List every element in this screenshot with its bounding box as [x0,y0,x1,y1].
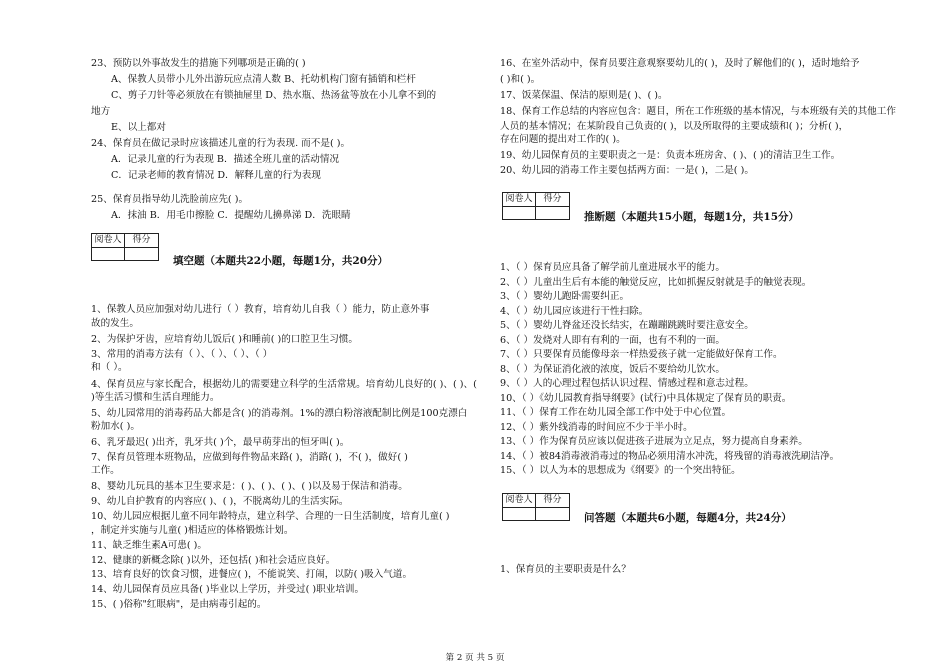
question-line: 3、常用的消毒方法有（ ）、（ ）、（ ）、（ ） [91,349,273,360]
score-box [502,493,570,521]
question-line: 20、幼儿园的消毒工作主要包括两方面：一是( )，二是( )。 [500,165,754,176]
question-line: ( )和( )。 [500,74,541,85]
question-line: 6、乳牙最迟( )出齐，乳牙共( )个，最早萌芽出的恒牙叫( )。 [91,437,350,448]
question-line: 4、（ ）幼儿园应该进行干性扫除。 [500,306,649,317]
question-line: 11、缺乏维生素A可患( )。 [91,540,208,551]
question-line: )等生活习惯和生活自理能力。 [91,392,220,403]
option-line: 地方 [91,106,111,117]
question-line: 2、（ ）儿童出生后有本能的触觉反应，比如抓握反射就是手的触觉表现。 [500,277,812,288]
question-line: 1、保教人员应加强对幼儿进行（ ）教育，培育幼儿自我（ ）能力，防止意外事 [91,304,430,315]
page-footer: 第 2 页 共 5 页 [445,653,505,663]
question-line: 1、（ ）保育员应具备了解学前儿童进展水平的能力。 [500,262,726,273]
question-line: 5、（ ）婴幼儿脊盆还没长结实，在蹦蹦跳跳时要注意安全。 [500,320,754,331]
option-line: A、保教人员带小儿外出游玩应点清人数 B、托幼机构门窗有插销和栏杆 [111,74,416,85]
question-line: 18、保育工作总结的内容应包含：题目，所在工作班级的基本情况，与本班级有关的其他工作 [500,106,896,117]
question-line: 7、（ ）只要保育员能像母亲一样热爱孩子就一定能做好保育工作。 [500,349,783,360]
question-line: 11、（ ）保育工作在幼儿园全部工作中处于中心位置。 [500,407,732,418]
reviewer-label: 阅卷人 [94,235,122,245]
question-line: 粉加水( )。 [91,421,140,432]
score-box [502,192,570,220]
question-line: 13、培育良好的饮食习惯，进餐应( )，不能说笑、打闹，以防( )吸入气道。 [91,569,413,580]
question-line: 1、保育员的主要职责是什么？ [500,564,631,575]
score-label: 得分 [543,194,562,204]
question-line: 工作。 [91,465,120,476]
question-line: 8、（ ）为保证消化液的浓度，饭后不要给幼儿饮水。 [500,364,726,375]
option-line: A．抹油 B．用毛巾擦脸 C．提醒幼儿擤鼻涕 D．洗眼睛 [111,210,351,221]
option-line: C．记录老师的教育情况 D．解释儿童的行为表现 [111,170,321,181]
question-line: 25、保育员指导幼儿洗脸前应先( )。 [91,194,249,205]
question-line: 故的发生。 [91,318,139,329]
question-line: 16、在室外活动中，保育员要注意观察要幼儿的( )，及时了解他们的( )，适时地给予 [500,58,860,69]
option-line: C、剪子刀针等必须放在有锁抽屉里 D、热水瓶、热汤盆等放在小儿拿不到的 [111,90,437,101]
score-label: 得分 [543,495,562,505]
question-line: ，制定并实施与儿童( )相适应的体格锻炼计划。 [91,525,294,536]
question-line: 8、婴幼儿玩具的基本卫生要求是：( )、( )、( )、( )以及易于保洁和消毒。 [91,481,408,492]
question-line: 人员的基本情况；在某阶段自己负责的( )，以及所取得的主要成绩和( )；分析( )， [500,121,849,132]
question-line: 24、保育员在做记录时应该描述儿童的行为表现. 而不是( )。 [91,138,351,149]
question-line: 19、幼儿园保育员的主要职责之一是：负责本班房舍、( )、( )的清洁卫生工作。 [500,150,841,161]
question-line: 6、（ ）发烧对人即有有利的一面，也有不利的一面。 [500,335,726,346]
score-box [91,233,159,261]
question-line: 5、幼儿园常用的消毒药品大都是含( )的消毒剂。1%的漂白粉溶液配制比例是100克漂白 [91,408,468,419]
question-line: 10、（ ）《幼儿园教育指导纲要》(试行)中具体规定了保育员的职责。 [500,393,792,404]
section-title-judge: 推断题（本题共15小题，每题1分，共15分） [584,211,800,223]
question-line: 9、幼儿自护教育的内容应( )、( )，不脱离幼儿的生活实际。 [91,496,349,507]
question-line: 10、幼儿园应根据儿童不同年龄特点，建立科学、合理的一日生活制度，培育儿童( ) [91,511,450,522]
option-line: E、以上都对 [111,122,166,133]
question-line: 12、健康的新概念除( )以外，还包括( )和社会适应良好。 [91,555,336,566]
question-line: 14、幼儿园保育员应具备( )毕业以上学历，并受过( )职业培训。 [91,584,365,595]
question-line: 12、（ ）紫外线消毒的时间应不少于半小时。 [500,422,693,433]
question-line: 17、饭菜保温、保洁的原则是( )、( )。 [500,90,668,101]
question-line: 4、保育员应与家长配合，根据幼儿的需要建立科学的生活常规。培育幼儿良好的( )、( )、( [91,379,477,390]
question-line: 15、（ ）以人为本的思想成为《纲要》的一个突出特征。 [500,465,741,476]
question-line: 7、保育员管理本班物品，应做到每件物品来路( )，消路( )，不( )，做好( ) [91,452,408,463]
question-line: 2、为保护牙齿，应培育幼儿饭后( )和睡前( )的口腔卫生习惯。 [91,334,359,345]
question-line: 23、预防以外事故发生的措施下列哪项是正确的( ) [91,58,306,69]
reviewer-label: 阅卷人 [505,194,533,204]
option-line: A．记录儿童的行为表现 B．描述全班儿童的活动情况 [111,154,340,165]
question-line: 15、( )俗称"红眼病"，是由病毒引起的。 [91,599,267,610]
section-title-fill: 填空题（本题共22小题，每题1分，共20分） [173,255,389,267]
question-line: 14、（ ）被84消毒液消毒过的物品必须用清水冲洗，将残留的消毒液洗刷洁净。 [500,451,840,462]
reviewer-label: 阅卷人 [505,495,533,505]
question-line: 和（ ）。 [91,362,128,373]
question-line: 3、（ ）婴幼儿跑卧需要纠正。 [500,291,630,302]
question-line: 9、（ ）人的心理过程包括认识过程、情感过程和意志过程。 [500,378,754,389]
question-line: 13、（ ）作为保育员应该以促进孩子进展为立足点，努力提高自身素养。 [500,436,808,447]
score-label: 得分 [132,235,151,245]
question-line: 存在问题的提出对工作的( )。 [500,134,626,145]
section-title-qa: 问答题（本题共6小题，每题4分，共24分） [584,512,792,524]
